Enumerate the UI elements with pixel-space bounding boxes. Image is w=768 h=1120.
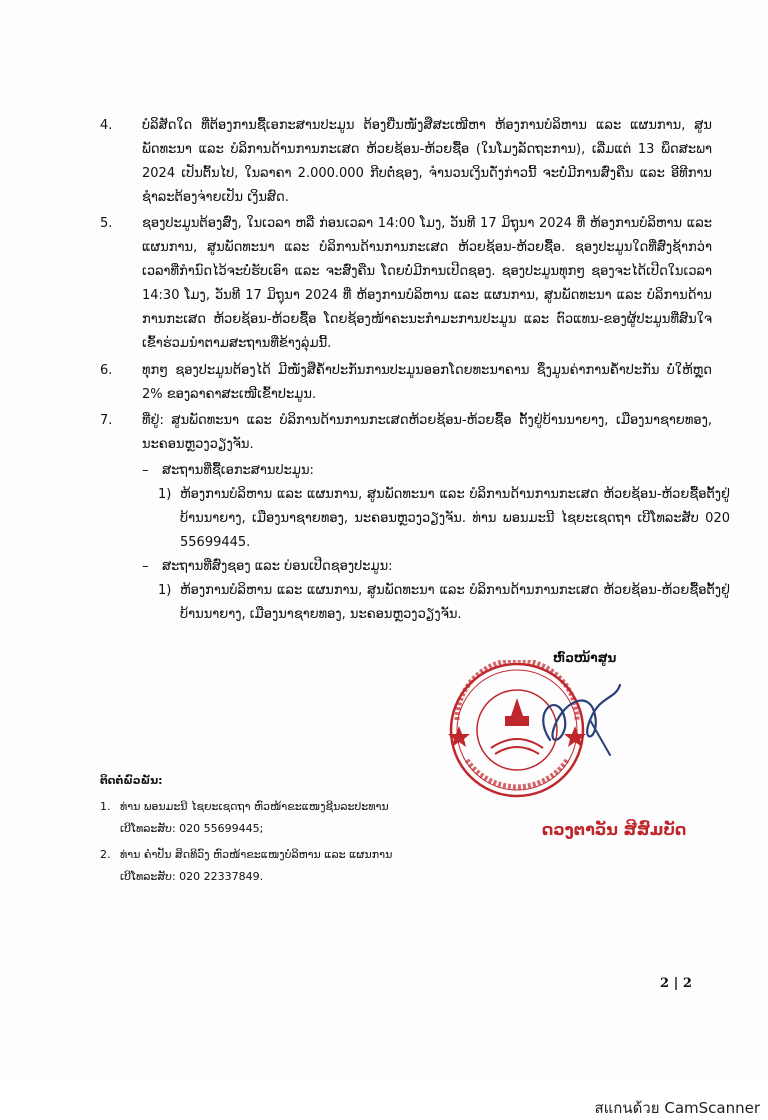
item-number: 4. (100, 118, 113, 133)
contact-row (100, 844, 420, 888)
item-number: 7. (100, 413, 113, 428)
section-label: ສະຖານທີ່ສົ່ງຊອງ ແລະ ບ່ອນເປີດຊອງປະມູນ: (162, 559, 393, 574)
dash-bullet: – (142, 559, 149, 574)
item-number: 6. (100, 363, 113, 378)
signature (520, 670, 630, 770)
contact-row (100, 796, 420, 840)
contact-line: ທ່ານ ພອນມະນີ ໄຊຍະເຊດຖາ ຫົວໜ້າຂະແໜງຊີນລະປະທານ (120, 800, 389, 813)
sub-list-item (158, 483, 732, 555)
contact-number: 2. (100, 848, 111, 861)
item-number: 5. (100, 216, 113, 231)
contact-block (100, 770, 420, 888)
section-label: ສະຖານທີ່ຊື້ເອກະສານປະມູນ: (162, 463, 314, 478)
item-text: ຊອງປະມູນຕ້ອງສົ່ງ, ໃນເວລາ ຫລື ກ່ອນເວລາ 14:00 ໂມງ, ວັນທີ 17 ມິຖຸນາ 2024 ທີ່ ຫ້ອງການບໍລິຫານ ແລະ ແຜນການ, ສູນພັດທະນາ ແລະ ບໍລິການດ້ານການກະເສດ ຫ້ວຍຊ້ອນ-ຫ້ວຍຊື້ອ. ຊອງປະມູນໃດທີ່ສົ່ງຊ້າກວ່າເວລາທີ່ກຳນົດໄວ້ຈະບໍ່ຮັບເອົາ ແລະ ຈະສົ່ງຄືນ ໂດຍບໍ່ມີການເປີດຊອງ. ຊອງປະມູນທຸກໆ ຊອງຈະໄດ້ເປີດໃນເວລາ 14:30 ໂມງ, ວັນທີ 17 ມິຖຸນາ 2024 ທີ່ ຫ້ອງການບໍລິຫານ ແລະ ແຜນການ, ສູນພັດທະນາ ແລະ ບໍລິການດ້ານການກະເສດ ຫ້ວຍຊ້ອນ-ຫ້ວຍຊື້ອ ໂດຍຊ້ອງໜ້າຄະນະກຳມະການປະມູນ ແລະ ຕົວແທນ-ຂອງຜູ້ປະມູນທີ່ສົນໃຈເຂົ້າຮ່ວມນຳຕາມສະຖານທີ່ຂ້າງລຸ່ມນີ້. (142, 216, 712, 351)
list-item (100, 114, 710, 210)
section-heading (142, 555, 642, 579)
sub-item-number: 1) (158, 487, 172, 502)
list-item (100, 409, 710, 457)
dash-bullet: – (142, 463, 149, 478)
sub-item-text: ຫ້ອງການບໍລິຫານ ແລະ ແຜນການ, ສູນພັດທະນາ ແລະ ບໍລິການດ້ານການກະເສດ ຫ້ວຍຊ້ອນ-ຫ້ວຍຊື້ອຕັ້ງຢູ່ບ້ານນາຍາງ, ເມືອງນາຊາຍທອງ, ນະຄອນຫຼວງວຽງຈັນ. ທ່ານ ພອນມະນີ ໄຊຍະເຊດຖາ ເບີໂທລະສັບ 020 55699445. (180, 487, 730, 550)
sub-item-text: ຫ້ອງການບໍລິຫານ ແລະ ແຜນການ, ສູນພັດທະນາ ແລະ ບໍລິການດ້ານການກະເສດ ຫ້ວຍຊ້ອນ-ຫ້ວຍຊື້ອຕັ້ງຢູ່ບ້ານນາຍາງ, ເມືອງນາຊາຍທອງ, ນະຄອນຫຼວງວຽງຈັນ. (180, 583, 730, 622)
scanner-footer-text: สแกนด้วย CamScanner (594, 1099, 760, 1117)
signer-title: ຫົວໜ້າສູນ (553, 651, 617, 665)
item-text: ທຸກໆ ຊອງປະມູນຕ້ອງໄດ້ ມີໜັງສືຄ້ຳປະກັນການປະມູນອອກໂດຍທະນາຄານ ຊຶ່ງມູນຄ່າການຄ້ຳປະກັນ ບໍ່ໃຫ້ຫຼຸດ 2% ຂອງລາຄາສະເໜີເຂົ້າປະມູນ. (142, 363, 712, 402)
sub-item-number: 1) (158, 583, 172, 598)
signer-name: ດວງຕາວັນ ສີສົມບັດ (542, 820, 687, 839)
contact-phone: ເບີໂທລະສັບ: 020 22337849. (120, 870, 264, 883)
item-text: ບໍລິສັດໃດ ທີ່ຕ້ອງການຊື້ເອກະສານປະມູນ ຕ້ອງຍື່ນໜັງສືສະເໜີຫາ ຫ້ອງການບໍລິຫານ ແລະ ແຜນການ, ສູນພັດທະນາ ແລະ ບໍລິການດ້ານການກະເສດ ຫ້ວຍຊ້ອນ-ຫ້ວຍຊື້ອ (ໃນໂມງລັດຖະການ), ເລີ່ມແຕ່ 13 ພຶດສະພາ 2024 ເປັນຕົ້ນໄປ, ໃນລາຄາ 2.000.000 ກີບຕໍ່ຊອງ, ຈຳນວນເງິນດັ່ງກ່າວນີ້ ຈະບໍ່ມີການສົ່ງຄືນ ແລະ ອີທີການຊຳລະຕ້ອງຈ່າຍເປັນ ເງິນສົດ. (142, 118, 712, 205)
contact-number: 1. (100, 800, 111, 813)
list-item (100, 359, 710, 407)
list-item (100, 212, 710, 356)
contact-phone: ເບີໂທລະສັບ: 020 55699445; (120, 822, 264, 835)
contact-heading: ຕິດຕໍ່ພົວພັນ: (100, 774, 163, 787)
section-heading (142, 459, 642, 483)
contact-line: ທ່ານ ຄຳປັນ ສິດທິວົງ ຫົວໜ້າຂະແໜງບໍລິຫານ ແລະ ແຜນການ (120, 848, 393, 861)
item-text: ທີ່ຢູ່: ສູນພັດທະນາ ແລະ ບໍລິການດ້ານການກະເສດຫ້ວຍຊ້ອນ-ຫ້ວຍຊື້ອ ຕັ້ງຢູ່ບ້ານນາຍາງ, ເມືອງນາຊາຍທອງ, ນະຄອນຫຼວງວຽງຈັນ. (142, 413, 712, 452)
scanner-footer (0, 1090, 768, 1120)
sub-list-item (158, 579, 732, 627)
page-number: 2 | 2 (660, 976, 692, 991)
